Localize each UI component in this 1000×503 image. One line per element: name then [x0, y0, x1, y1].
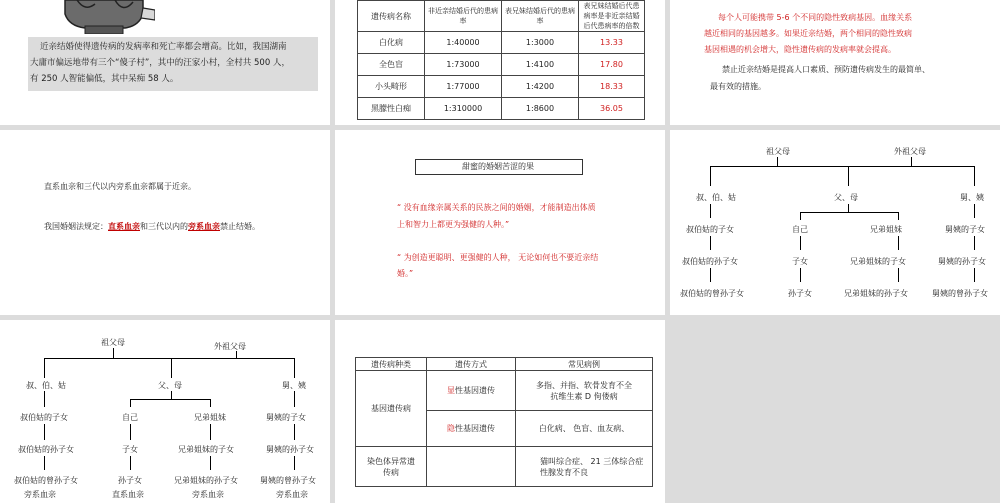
tree-maternal-grandchildren: 舅姨的曾孙子女 [260, 476, 316, 485]
tree-self: 自己 [792, 225, 808, 234]
tree-maternal-grandparents: 外祖父母 [894, 147, 926, 156]
quote-2-line-2: 婚。” [397, 269, 414, 278]
quote-1-line-1: “ 没有血缘亲属关系的民族之间的婚姻，才能制造出体质 [397, 203, 596, 212]
table-cell: 36.05 [579, 98, 645, 120]
genetic-disease-table [355, 357, 653, 487]
table-cell: 1:4100 [502, 54, 579, 76]
tree-cousins-grandchildren: 叔伯姑的曾孙子女 [14, 476, 78, 485]
table-row [358, 76, 645, 98]
tree-parents: 父、母 [158, 381, 182, 390]
law-prefix: 我国婚姻法规定： [44, 222, 108, 231]
tree-self: 自己 [122, 413, 138, 422]
collateral-label: 旁系血亲 [276, 490, 308, 499]
disease-rate-table [357, 0, 645, 120]
table-cell: 白化病 [358, 32, 425, 54]
tree-maternal-grandparents: 外祖父母 [214, 342, 246, 351]
lineal-blood-highlight: 直系血亲 [108, 222, 140, 231]
table-cell: 白化病、 色盲、血友病、 [516, 411, 653, 447]
tree-paternal-grandparents: 祖父母 [766, 147, 790, 156]
tree-siblings-grandchildren: 兄弟姐妹的孙子女 [174, 476, 238, 485]
table-header: 遗传病种类 [356, 358, 427, 371]
table-cell: 17.80 [579, 54, 645, 76]
table-cell: 1:77000 [425, 76, 502, 98]
table-row [358, 32, 645, 54]
table-header: 常见病例 [516, 358, 653, 371]
tree-parents: 父、母 [834, 193, 858, 202]
table-cell: 基因遗传病 [356, 371, 427, 447]
table-row [356, 371, 653, 411]
tree-maternal-grandchildren: 舅姨的曾孙子女 [932, 289, 988, 298]
table-cell: 1:3000 [502, 32, 579, 54]
chromosome-example-line: 猫叫综合症、 21 三体综合症 [540, 456, 644, 466]
table-cell: 小头畸形 [358, 76, 425, 98]
tree-siblings-grandchildren: 兄弟姐妹的孙子女 [844, 289, 908, 298]
story-line-1: 近亲结婚使得遗传病的发病率和死亡率都会增高。比如，我国湖南 [40, 42, 287, 52]
ban-text-line-2: 最有效的措施。 [710, 82, 766, 91]
tree-cousins-grandchildren: 叔伯姑的曾孙子女 [680, 289, 744, 298]
table-header: 非近亲结婚后代的患病率 [425, 1, 502, 32]
quote-1-line-2: 上和智力上都更为强健的人种。” [397, 220, 510, 229]
table-cell: 18.33 [579, 76, 645, 98]
slide-3-thumbnail[interactable] [670, 0, 1000, 125]
tree-grandchildren: 孙子女 [118, 476, 142, 485]
lineal-label: 直系血亲 [112, 490, 144, 499]
chromosome-example-line: 性腺发育不良 [540, 467, 588, 477]
tree-paternal-grandparents: 祖父母 [101, 338, 125, 347]
table-cell: 1:310000 [425, 98, 502, 120]
recessive-prefix: 隐 [447, 424, 455, 433]
table-cell [516, 371, 653, 411]
slide-7-thumbnail[interactable] [0, 320, 330, 503]
dominant-rest: 性基因遗传 [455, 386, 495, 395]
collateral-label: 旁系血亲 [192, 490, 224, 499]
table-cell: 全色盲 [358, 54, 425, 76]
tree-maternal-cousins: 舅姨的子女 [945, 225, 985, 234]
ban-text-line-1: 禁止近亲结婚是提高人口素质、预防遗传病发生的最简单、 [722, 65, 930, 74]
tree-aunts-uncles: 叔、伯、姑 [696, 193, 736, 202]
tree-maternal-cousins-children: 舅姨的孙子女 [938, 257, 986, 266]
table-cell: 13.33 [579, 32, 645, 54]
dominant-example-line: 抗维生素 D 佝偻病 [550, 391, 618, 401]
slide-6-thumbnail[interactable] [670, 130, 1000, 315]
slide-2-thumbnail[interactable] [335, 0, 665, 125]
law-suffix: 禁止结婚。 [220, 222, 260, 231]
quote-2-line-1: “ 为创造更聪明、更强健的人种， 无论如何也不要近亲结 [397, 253, 599, 262]
table-cell: 1:73000 [425, 54, 502, 76]
law-mid: 和三代以内的 [140, 222, 188, 231]
table-cell: 1:40000 [425, 32, 502, 54]
table-row [356, 447, 653, 487]
tree-children: 子女 [122, 445, 138, 454]
recessive-rest: 性基因遗传 [455, 424, 495, 433]
relatives-definition: 直系血亲和三代以内旁系血亲都属于近亲。 [44, 182, 196, 191]
table-cell: 染色体异常遗传病 [356, 447, 427, 487]
tree-siblings: 兄弟姐妹 [870, 225, 902, 234]
slide-8-thumbnail[interactable] [335, 320, 665, 503]
table-cell: 黑朦性白痴 [358, 98, 425, 120]
slide-4-thumbnail[interactable] [0, 130, 330, 315]
table-cell: 1:4200 [502, 76, 579, 98]
tree-children: 子女 [792, 257, 808, 266]
gene-text-line-3: 基因相遇的机会增大，隐性遗传病的发病率就会提高。 [704, 45, 896, 54]
slide-title: 甜蜜的婚姻苦涩的果 [462, 162, 534, 171]
table-header: 表兄妹结婚后代的患病率 [502, 1, 579, 32]
table-header: 表兄妹结婚后代患病率是非近亲结婚后代患病率的倍数 [579, 1, 645, 32]
gene-text-line-1: 每个人可能携带 5-6 个不同的隐性致病基因。血缘关系 [718, 13, 913, 22]
tree-cousins-children: 叔伯姑的孙子女 [18, 445, 74, 454]
table-row [358, 98, 645, 120]
marriage-law-text [44, 221, 260, 232]
tree-cousins: 叔伯姑的子女 [686, 225, 734, 234]
table-row [358, 54, 645, 76]
slide-1-thumbnail[interactable] [0, 0, 330, 125]
table-cell [427, 411, 516, 447]
table-cell [427, 371, 516, 411]
tree-nephews: 兄弟姐妹的子女 [850, 257, 906, 266]
collateral-blood-highlight: 旁系血亲 [188, 222, 220, 231]
dominant-example-line: 多指、并指、软骨发育不全 [536, 380, 632, 390]
dominant-prefix: 显 [447, 386, 455, 395]
tree-grandchildren: 孙子女 [788, 289, 812, 298]
tree-maternal-cousins-children: 舅姨的孙子女 [266, 445, 314, 454]
tree-aunts-uncles: 叔、伯、姑 [26, 381, 66, 390]
collateral-label: 旁系血亲 [24, 490, 56, 499]
tree-maternal-relatives: 舅、姨 [282, 381, 306, 390]
story-line-2: 大庸市偏远地带有三个“傻子村”，其中的汪家小村，全村共 500 人， [30, 58, 290, 68]
table-cell: 1:8600 [502, 98, 579, 120]
tree-cousins-children: 叔伯姑的孙子女 [682, 257, 738, 266]
story-line-3: 有 250 人智能偏低，其中呆痴 58 人。 [30, 74, 179, 84]
tree-cousins: 叔伯姑的子女 [20, 413, 68, 422]
tree-maternal-relatives: 舅、姨 [960, 193, 984, 202]
gene-text-line-2: 越近相同的基因越多。如果近亲结婚，两个相同的隐性致病 [704, 29, 912, 38]
table-header: 遗传病名称 [358, 1, 425, 32]
tree-siblings: 兄弟姐妹 [194, 413, 226, 422]
tree-nephews: 兄弟姐妹的子女 [178, 445, 234, 454]
slide-5-thumbnail[interactable] [335, 130, 665, 315]
table-cell [427, 447, 516, 487]
table-cell [516, 447, 653, 487]
table-header: 遗传方式 [427, 358, 516, 371]
cartoon-villager-image [55, 0, 155, 34]
tree-maternal-cousins: 舅姨的子女 [266, 413, 306, 422]
